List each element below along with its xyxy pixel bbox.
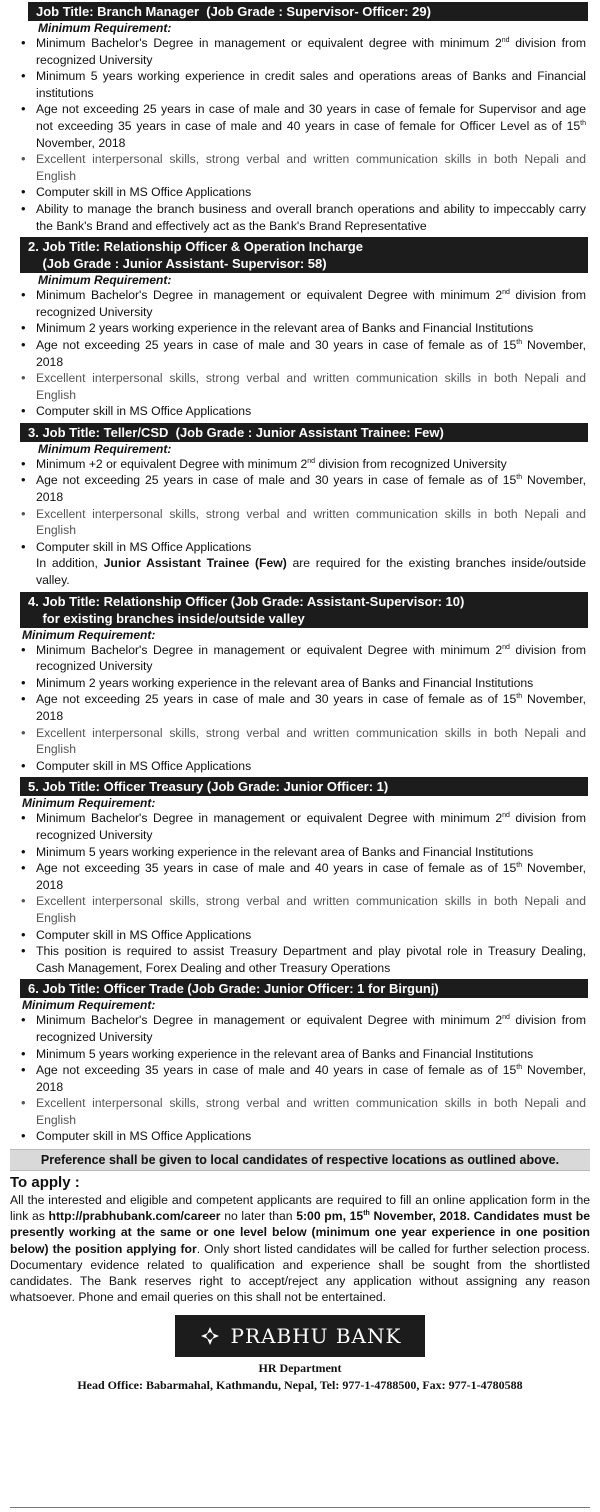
preference-note: Preference shall be given to local candidates of respective locations as outlined above. xyxy=(10,1149,590,1171)
requirement-item: • Computer skill in MS Office Applications xyxy=(10,403,590,420)
apply-heading: To apply : xyxy=(10,1174,80,1192)
requirement-item: • Minimum Bachelor's Degree in management or equivalent Degree with minimum 2nd division from recognized University xyxy=(10,810,590,843)
requirement-item: • Age not exceeding 25 years in case of male and 30 years in case of female as of 15th November, 2018 xyxy=(10,337,590,370)
requirement-list xyxy=(10,810,590,976)
requirement-list xyxy=(10,287,590,420)
requirement-item: • Minimum 2 years working experience in the relevant area of Banks and Financial Institutions xyxy=(10,320,590,337)
requirement-list xyxy=(10,642,590,775)
requirement-heading: Minimum Requirement: xyxy=(38,273,172,288)
job-section xyxy=(10,2,590,234)
requirement-item: • Excellent interpersonal skills, strong verbal and written communication skills in both Nepali and English xyxy=(10,506,590,539)
requirement-item: • Computer skill in MS Office Applications xyxy=(10,539,590,556)
requirement-item: • Ability to manage the branch business and overall branch operations and ability to impeccably carry the Bank's Brand and effectively act as the Bank's Brand Representative xyxy=(10,201,590,234)
prabhu-bank-logo xyxy=(175,1315,425,1357)
requirement-list xyxy=(10,35,590,234)
job-title-bar: 6. Job Title: Officer Trade (Job Grade: Junior Officer: 1 for Birgunj) xyxy=(20,979,588,998)
requirement-item: • Excellent interpersonal skills, strong verbal and written communication skills in both Nepali and English xyxy=(10,370,590,403)
requirement-item: • This position is required to assist Treasury Department and play pivotal role in Treasury Dealing, Cash Management, Forex Dealing and other Treasury Operations xyxy=(10,943,590,976)
requirement-item: • Minimum 2 years working experience in the relevant area of Banks and Financial Institutions xyxy=(10,675,590,692)
job-list xyxy=(10,2,590,1145)
requirement-item: • Age not exceeding 35 years in case of male and 40 years in case of female as of 15th November, 2018 xyxy=(10,1062,590,1095)
requirement-list xyxy=(10,1012,590,1145)
bank-emblem-icon xyxy=(199,1325,221,1347)
job-section xyxy=(10,423,590,589)
job-title-bar: 4. Job Title: Relationship Officer (Job Grade: Assistant-Supervisor: 10) for existing branches inside/outside valley xyxy=(20,592,588,628)
requirement-item: • Minimum Bachelor's Degree in management or equivalent Degree with minimum 2nd division from recognized University xyxy=(10,287,590,320)
logo-container xyxy=(10,1315,590,1357)
requirement-item: • Computer skill in MS Office Applications xyxy=(10,184,590,201)
requirement-heading: Minimum Requirement: xyxy=(38,441,172,456)
requirement-item: • Minimum 5 years working experience in credit sales and operations areas of Banks and Financial institutions xyxy=(10,68,590,101)
requirement-item: • Excellent interpersonal skills, strong verbal and written communication skills in both Nepali and English xyxy=(10,893,590,926)
job-title-bar: 2. Job Title: Relationship Officer & Operation Incharge (Job Grade : Junior Assistant- Supervisor: 58) xyxy=(20,237,588,273)
job-section xyxy=(10,777,590,976)
requirement-heading: Minimum Requirement: xyxy=(38,21,172,35)
requirement-item: • Computer skill in MS Office Applications xyxy=(10,1128,590,1145)
requirement-item: • Minimum Bachelor's Degree in management or equivalent degree with minimum 2nd division from recognized University xyxy=(10,35,590,68)
requirement-item: • Minimum Bachelor's Degree in management or equivalent Degree with minimum 2nd division from recognized University xyxy=(10,642,590,675)
requirement-item: • Minimum +2 or equivalent Degree with minimum 2nd division from recognized University xyxy=(10,456,590,473)
requirement-item: • Minimum 5 years working experience in the relevant area of Banks and Financial Institutions xyxy=(10,1046,590,1063)
head-office-address: Head Office: Babarmahal, Kathmandu, Nepal, Tel: 977-1-4788500, Fax: 977-1-4780588 xyxy=(77,1378,523,1393)
requirement-item: • Age not exceeding 25 years in case of male and 30 years in case of female as of 15th November, 2018 xyxy=(10,691,590,724)
bottom-divider xyxy=(10,1507,590,1508)
requirement-item: • Age not exceeding 35 years in case of male and 40 years in case of female as of 15th November, 2018 xyxy=(10,860,590,893)
requirement-item: • Excellent interpersonal skills, strong verbal and written communication skills in both Nepali and English xyxy=(10,1095,590,1128)
job-title-bar: 5. Job Title: Officer Treasury (Job Grade: Junior Officer: 1) xyxy=(20,777,588,796)
requirement-item: • Excellent interpersonal skills, strong verbal and written communication skills in both Nepali and English xyxy=(10,725,590,758)
job-section xyxy=(10,237,590,420)
requirement-item: • Minimum 5 years working experience in the relevant area of Banks and Financial Institutions xyxy=(10,844,590,861)
requirement-item: • Computer skill in MS Office Applications xyxy=(10,927,590,944)
apply-instructions: All the interested and eligible and competent applicants are required to fill an online application form in the link as http://prabhubank.com/career no later than 5:00 pm, 15th November, 2018. Candidates must be presently working at the same or one level below (minimum one year experience in one position below) the position applying for. Only short listed candidates will be called for further selection process. Documentary evidence related to qualification and experience shall be sought from the shortlisted candidates. The Bank reserves right to accept/reject any application without assigning any reason whatsoever. Phone and email queries on this shall not be entertained. xyxy=(10,1193,591,1305)
job-section xyxy=(10,979,590,1145)
job-section xyxy=(10,592,590,775)
logo-wordmark: PRABHU BANK xyxy=(230,1324,402,1349)
job-title-bar: Job Title: Branch Manager (Job Grade : Supervisor- Officer: 29) xyxy=(28,2,588,21)
requirement-item: • Age not exceeding 25 years in case of male and 30 years in case of female for Supervisor and age not exceeding 35 years in case of male and 40 years in case of female for Officer Level as of 15th November, 2018 xyxy=(10,101,590,151)
requirement-item: • Excellent interpersonal skills, strong verbal and written communication skills in both Nepali and English xyxy=(10,151,590,184)
requirement-item: • Minimum Bachelor's Degree in management or equivalent Degree with minimum 2nd division from recognized University xyxy=(10,1012,590,1045)
requirement-heading: Minimum Requirement: xyxy=(22,627,156,642)
requirement-heading: Minimum Requirement: xyxy=(22,796,156,811)
requirement-heading: Minimum Requirement: xyxy=(22,998,156,1013)
requirement-item: • Computer skill in MS Office Applications xyxy=(10,758,590,775)
requirement-list xyxy=(10,456,590,589)
requirement-item: In addition, Junior Assistant Trainee (Few) are required for the existing branches inside/outside valley. xyxy=(36,556,587,588)
department-label: HR Department xyxy=(258,1361,342,1376)
job-title-bar: 3. Job Title: Teller/CSD (Job Grade : Junior Assistant Trainee: Few) xyxy=(20,423,588,442)
requirement-item: • Age not exceeding 25 years in case of male and 30 years in case of female as of 15th November, 2018 xyxy=(10,472,590,505)
